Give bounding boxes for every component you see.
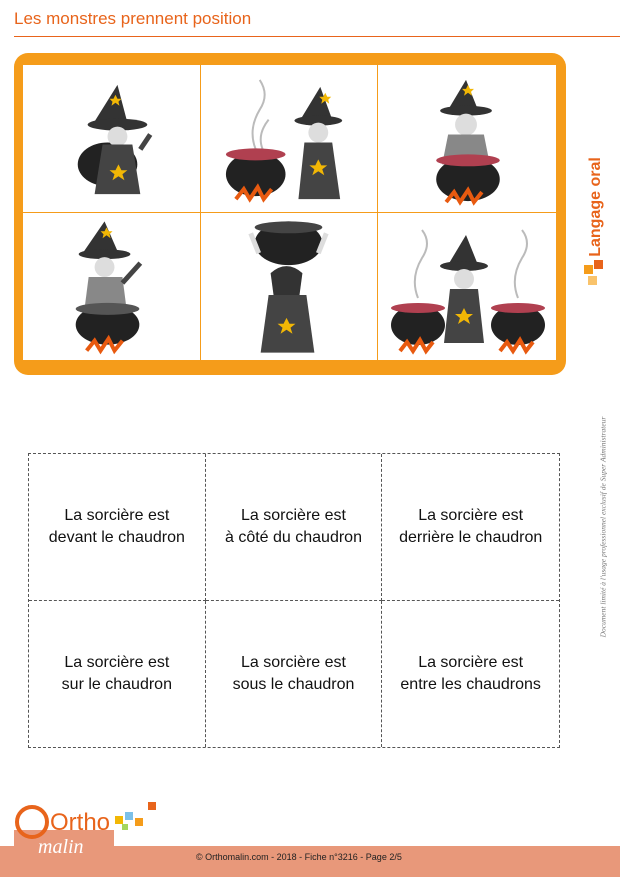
card-line: La sorcière est bbox=[64, 506, 170, 524]
card-entre bbox=[382, 601, 559, 748]
card-sur bbox=[29, 601, 206, 748]
picture-witch-beside bbox=[201, 65, 378, 213]
decor-square bbox=[584, 265, 593, 274]
witch-between-cauldrons-icon bbox=[378, 213, 556, 360]
disclaimer-text: Document limité à l'usage professionnel exclusif de Super Administrateur bbox=[598, 416, 608, 638]
card-sous bbox=[206, 601, 383, 748]
card-line: La sorcière est bbox=[241, 506, 346, 524]
card-line: entre les chaudrons bbox=[400, 675, 541, 693]
card-line: sur le chaudron bbox=[61, 675, 172, 693]
picture-witch-between bbox=[378, 213, 556, 360]
witch-beside-cauldron-icon bbox=[201, 65, 377, 212]
disclaimer bbox=[597, 404, 609, 650]
card-line: devant le chaudron bbox=[48, 528, 185, 546]
witch-on-cauldron-icon bbox=[23, 213, 200, 360]
card-line: La sorcière est bbox=[241, 653, 346, 671]
card-line: La sorcière est bbox=[64, 653, 170, 671]
picture-grid bbox=[23, 65, 556, 360]
page-title: Les monstres prennent position bbox=[14, 9, 252, 28]
logo-word-ortho: Ortho bbox=[50, 809, 111, 836]
logo-word-malin: malin bbox=[38, 836, 84, 858]
card-line: à côté du chaudron bbox=[224, 528, 362, 546]
card-line: La sorcière est bbox=[418, 506, 524, 524]
side-label-text: Langage oral bbox=[587, 157, 604, 257]
orthomalin-logo bbox=[10, 800, 170, 862]
card-devant bbox=[29, 454, 206, 601]
title-divider bbox=[14, 36, 620, 37]
decor-square bbox=[594, 260, 603, 269]
picture-witch-in-front bbox=[23, 65, 201, 213]
card-a-cote bbox=[206, 454, 383, 601]
card-grid bbox=[28, 453, 560, 748]
witch-in-front-of-cauldron-icon bbox=[23, 65, 200, 212]
decor-square bbox=[588, 276, 597, 285]
card-line: La sorcière est bbox=[418, 653, 524, 671]
picture-witch-behind bbox=[378, 65, 556, 213]
card-line: derrière le chaudron bbox=[399, 528, 543, 546]
picture-witch-on bbox=[23, 213, 201, 360]
picture-witch-under bbox=[201, 213, 378, 360]
footer-text: © Orthomalin.com - 2018 - Fiche n°3216 - Page 2/5 bbox=[196, 852, 402, 862]
card-line: sous le chaudron bbox=[232, 675, 355, 693]
witch-behind-cauldron-icon bbox=[378, 65, 556, 212]
witch-under-cauldron-icon bbox=[201, 213, 377, 360]
card-derriere bbox=[382, 454, 559, 601]
